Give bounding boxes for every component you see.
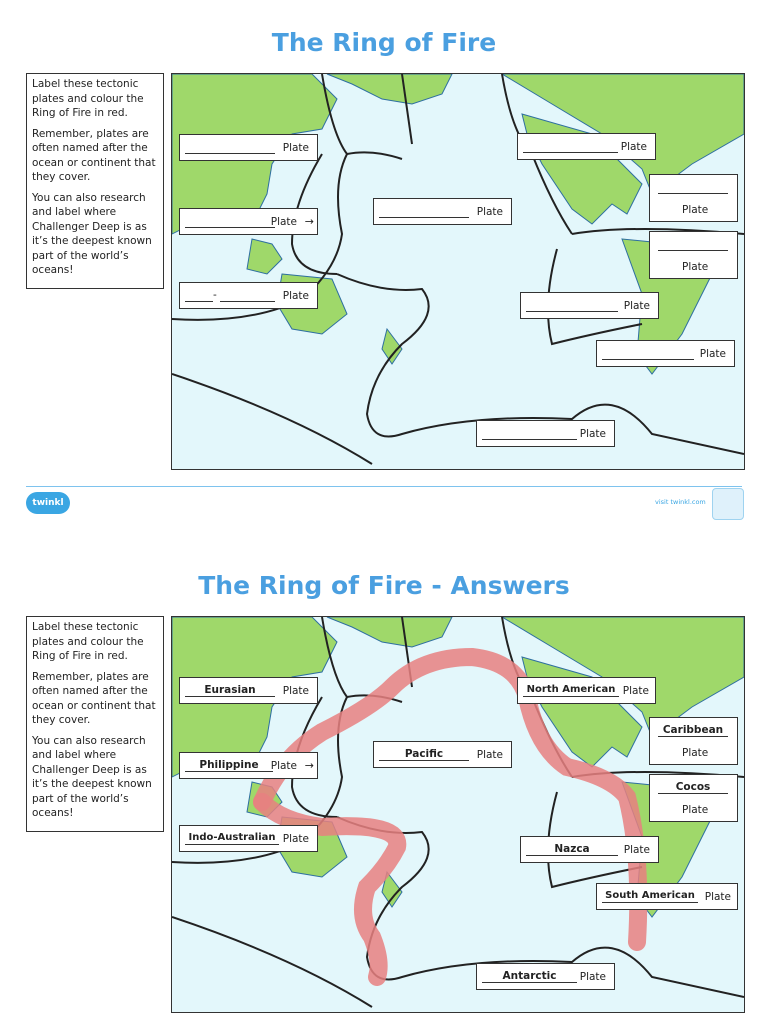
plate-label-south-american[interactable]	[596, 340, 735, 367]
arrow-right-icon: →	[304, 215, 314, 228]
answer-text: North American	[523, 684, 619, 697]
answer-text: Indo-Australian	[185, 832, 279, 845]
plate-word: Plate	[623, 299, 650, 312]
plate-word: Plate	[270, 215, 297, 228]
footer-divider	[26, 486, 742, 487]
plate-word: Plate	[282, 832, 309, 845]
plate-label-antarctic[interactable]	[476, 420, 615, 447]
plate-label-pacific[interactable]	[373, 198, 512, 225]
answer-blank[interactable]	[658, 181, 728, 194]
plate-word: Plate	[476, 748, 503, 761]
plate-word: Plate	[699, 347, 726, 360]
answer-blank[interactable]	[523, 140, 618, 153]
answer-label-north-american[interactable]	[517, 677, 656, 704]
instruction-line: You can also research and label where Challenger Deep is as it’s the deepest known part of the world’s oceans!	[32, 191, 152, 276]
instruction-line: Label these tectonic plates and colour the Ring of Fire in red.	[32, 78, 144, 119]
answer-blank[interactable]	[185, 141, 275, 154]
plate-label-eurasian[interactable]	[179, 134, 318, 161]
instruction-line: Remember, plates are often named after the ocean or continent that they cover.	[32, 127, 156, 183]
answer-blank[interactable]	[185, 289, 213, 302]
plate-word: Plate	[620, 140, 647, 153]
plate-word: Plate	[282, 684, 309, 697]
answer-blank[interactable]	[185, 215, 275, 228]
twinkl-logo: twinkl	[26, 492, 70, 514]
plate-word: Plate	[682, 804, 709, 816]
arrow-right-icon: →	[304, 759, 314, 772]
plate-label-nazca[interactable]	[520, 292, 659, 319]
plate-label-caribbean[interactable]	[649, 174, 738, 222]
plate-label-cocos[interactable]	[649, 231, 738, 279]
answer-text: Philippine	[185, 759, 273, 772]
instruction-line: You can also research and label where Challenger Deep is as it’s the deepest known part of the world’s oceans!	[32, 734, 152, 819]
answer-label-caribbean[interactable]	[649, 717, 738, 765]
answer-blank[interactable]	[220, 289, 275, 302]
plate-word: Plate	[579, 970, 606, 983]
answer-text: Cocos	[658, 781, 728, 794]
instructions-box	[26, 73, 164, 289]
answer-label-south-american[interactable]	[596, 883, 738, 910]
plate-word: Plate	[270, 759, 297, 772]
answer-blank[interactable]	[658, 238, 728, 251]
plate-word: Plate	[682, 204, 709, 216]
answer-blank[interactable]	[379, 205, 469, 218]
plate-word: Plate	[579, 427, 606, 440]
answer-label-philippine[interactable]	[179, 752, 318, 779]
answer-text: Nazca	[526, 843, 618, 856]
plate-word: Plate	[682, 747, 709, 759]
plate-label-north-american[interactable]	[517, 133, 656, 160]
plate-word: Plate	[682, 261, 709, 273]
plate-label-philippine[interactable]	[179, 208, 318, 235]
answer-label-pacific[interactable]	[373, 741, 512, 768]
instructions-box	[26, 616, 164, 832]
answer-label-eurasian[interactable]	[179, 677, 318, 704]
plate-word: Plate	[704, 890, 731, 903]
quality-badge-icon	[712, 488, 744, 520]
plate-word: Plate	[282, 289, 309, 302]
worksheet-title: The Ring of Fire	[271, 28, 497, 57]
plate-word: Plate	[282, 141, 309, 154]
answer-text: Eurasian	[185, 684, 275, 697]
answer-label-indo-australian[interactable]	[179, 825, 318, 852]
answer-text: Antarctic	[482, 970, 577, 983]
answer-blank[interactable]	[526, 299, 618, 312]
instruction-line: Label these tectonic plates and colour the Ring of Fire in red.	[32, 621, 144, 662]
instruction-line: Remember, plates are often named after the ocean or continent that they cover.	[32, 670, 156, 726]
answer-label-antarctic[interactable]	[476, 963, 615, 990]
answer-text: Caribbean	[658, 724, 728, 737]
plate-word: Plate	[476, 205, 503, 218]
answer-text: South American	[602, 890, 698, 903]
plate-word: Plate	[623, 843, 650, 856]
answer-blank[interactable]	[482, 427, 577, 440]
plate-label-indo-australian[interactable]	[179, 282, 318, 309]
hyphen-text: -	[213, 289, 217, 301]
answers-title: The Ring of Fire - Answers	[198, 571, 570, 600]
answer-blank[interactable]	[602, 347, 694, 360]
answer-text: Pacific	[379, 748, 469, 761]
footer-visit-text: visit twinkl.com	[655, 498, 706, 506]
answer-label-nazca[interactable]	[520, 836, 659, 863]
answer-label-cocos[interactable]	[649, 774, 738, 822]
plate-word: Plate	[622, 684, 649, 697]
